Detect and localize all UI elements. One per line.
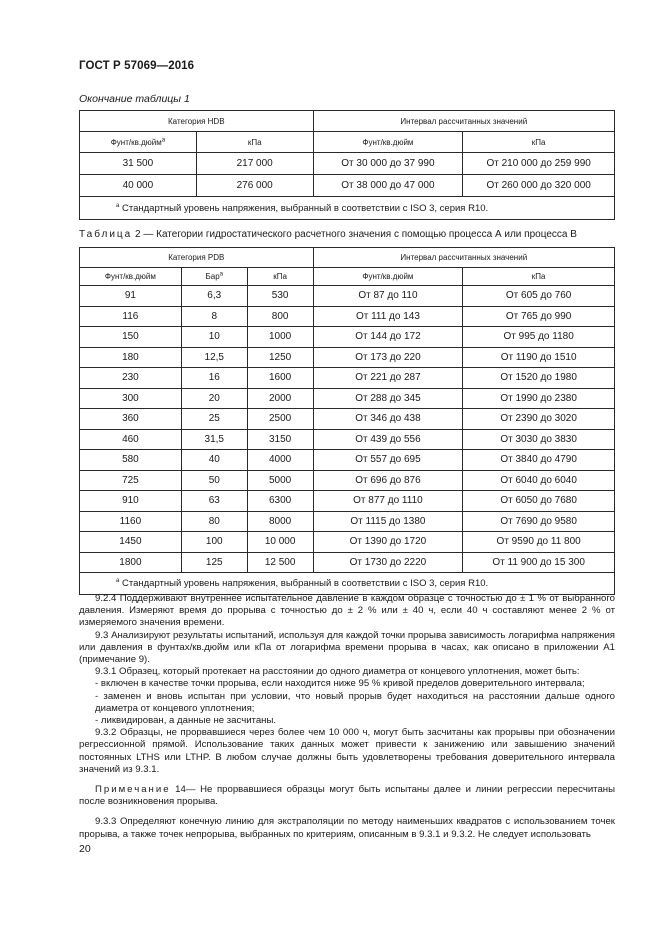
list-item: - ликвидирован, а данные не засчитаны. (95, 715, 277, 727)
table-cell: 580 (80, 450, 182, 471)
table-cell: 4000 (247, 450, 313, 471)
table-row (80, 286, 615, 307)
body-text (79, 593, 615, 841)
table-row (80, 347, 615, 368)
table-cell: От 995 до 1180 (463, 327, 615, 348)
table-cell: 2000 (247, 388, 313, 409)
table-row (80, 327, 615, 348)
table1-col-header (80, 132, 197, 153)
footnote-mark: а (116, 577, 120, 584)
table2-col-header: Фунт/кв.дюйм (313, 268, 463, 286)
table-cell: 3150 (247, 429, 313, 450)
table-cell: От 9590 до 11 800 (463, 532, 615, 553)
table2-col-header-label: Бар (205, 272, 220, 281)
table-cell: 8000 (247, 511, 313, 532)
table-cell: 2500 (247, 409, 313, 430)
table-cell: 230 (80, 368, 182, 389)
table-cell: От 765 до 990 (463, 306, 615, 327)
table-cell: 1000 (247, 327, 313, 348)
table-row (80, 532, 615, 553)
table-cell: 50 (181, 470, 247, 491)
table-cell: От 557 до 695 (313, 450, 463, 471)
table-cell: От 221 до 287 (313, 368, 463, 389)
table-cell: От 38 000 до 47 000 (313, 175, 463, 197)
table1-col-header-label: Фунт/кв.дюйм (110, 137, 162, 147)
table1-group-header-interval: Интервал рассчитанных значений (313, 111, 614, 132)
table2-col-header: кПа (247, 268, 313, 286)
table-cell: От 210 000 до 259 990 (463, 153, 615, 175)
table-cell: 5000 (247, 470, 313, 491)
table-cell: 10 000 (247, 532, 313, 553)
note-label: Примечание (95, 784, 171, 796)
table2-group-header-interval: Интервал рассчитанных значений (313, 248, 614, 268)
table-cell: От 696 до 876 (313, 470, 463, 491)
table1-footnote (80, 197, 615, 220)
table-cell: От 30 000 до 37 990 (313, 153, 463, 175)
table-cell: 800 (247, 306, 313, 327)
table1-col-header: кПа (463, 132, 615, 153)
table-cell: От 111 до 143 (313, 306, 463, 327)
table-cell: От 3840 до 4790 (463, 450, 615, 471)
paragraph-9-3-2: 9.3.2 Образцы, не прорвавшиеся через более чем 10 000 ч, могут быть засчитаны как прорывы при обозначении регрессионной прямой. Использование таких данных может привести к занижению или завышению значений постоянных LTHS или LTHP. В любом случае должны быть удовлетворены требования доверительного интервала значений из 9.3.1. (79, 727, 615, 775)
table-cell: 1600 (247, 368, 313, 389)
table-cell: 100 (181, 532, 247, 553)
table-cell: От 288 до 345 (313, 388, 463, 409)
table-cell: 80 (181, 511, 247, 532)
table-cell: 460 (80, 429, 182, 450)
table1-footnote-ref: а (161, 136, 166, 143)
table-row (80, 552, 615, 573)
table1-col-header: Фунт/кв.дюйм (313, 132, 463, 153)
table-cell: 91 (80, 286, 182, 307)
table-row (80, 470, 615, 491)
table-cell: От 144 до 172 (313, 327, 463, 348)
page-number: 20 (79, 843, 91, 855)
paragraph-9-3: 9.3 Анализируют результаты испытаний, используя для каждой точки прорыва зависимость логарифма напряжения или давления в фунтах/кв.дюйм или кПа от логарифма времени прорыва в часах, как описано в приложении А1 (примечание 9). (79, 629, 615, 666)
table-cell: От 6040 до 6040 (463, 470, 615, 491)
table-cell: От 3030 до 3830 (463, 429, 615, 450)
table2-footnote-ref: а (219, 271, 223, 278)
table-cell: От 6050 до 7680 (463, 491, 615, 512)
table-cell: От 1115 до 1380 (313, 511, 463, 532)
table-cell: От 1390 до 1720 (313, 532, 463, 553)
table-cell: 360 (80, 409, 182, 430)
table-cell: 40 (181, 450, 247, 471)
table2-caption-num: 2 (135, 229, 141, 240)
table2-col-header (181, 268, 247, 286)
table-cell: 1450 (80, 532, 182, 553)
table-row (80, 429, 615, 450)
table1-caption: Окончание таблицы 1 (79, 93, 190, 105)
table2-caption-text: — Категории гидростатического расчетного значения с помощью процесса А или процесса В (143, 229, 577, 240)
table-cell: 150 (80, 327, 182, 348)
table-cell: 12 500 (247, 552, 313, 573)
table-cell: 276 000 (196, 175, 313, 197)
table-row (80, 450, 615, 471)
table-cell: 6,3 (181, 286, 247, 307)
list-item: - включен в качестве точки прорыва, если находится ниже 95 % кривой пределов доверительного интервала; (95, 678, 585, 690)
table-cell: 116 (80, 306, 182, 327)
document-header: ГОСТ Р 57069—2016 (79, 60, 195, 72)
table-cell: От 1990 до 2380 (463, 388, 615, 409)
table-cell: От 7690 до 9580 (463, 511, 615, 532)
note-num: 14 (175, 784, 186, 796)
table1-col-header: кПа (196, 132, 313, 153)
paragraph-9-3-1: 9.3.1 Образец, который протекает на расстоянии до одного диаметра от концевого уплотнения, может быть: (95, 666, 580, 678)
table-cell: 1160 (80, 511, 182, 532)
table-cell: 125 (181, 552, 247, 573)
paragraph-9-2-4: 9.2.4 Поддерживают внутреннее испытательное давление в каждом образце с точностью до ± 1 % от выбранного давления. Измеряют время до прорыва с точностью до ± 2 % или ± 40 ч, если 40 ч составляют менее 2 % от измеряемого значения времени. (79, 593, 615, 629)
table-cell: От 1520 до 1980 (463, 368, 615, 389)
table-row (80, 175, 615, 197)
table-cell: 910 (80, 491, 182, 512)
paragraph-9-3-3: 9.3.3 Определяют конечную линию для экстраполяции по методу наименьших квадратов с использованием точек прорыва, а также точек непрорыва, выбранных по критериям, описанным в 9.3.1 и 9.3.2. Не следует использовать (79, 816, 615, 840)
note-14 (79, 784, 615, 808)
table-cell: От 260 000 до 320 000 (463, 175, 615, 197)
footnote-text: Стандартный уровень напряжения, выбранный в соответствии с ISO 3, серия R10. (121, 578, 489, 589)
table-cell: От 2390 до 3020 (463, 409, 615, 430)
note-text: — Не прорвавшиеся образцы могут быть испытаны далее и линии регрессии пересчитаны после возникновения прорыва. (79, 784, 615, 808)
table-cell: 217 000 (196, 153, 313, 175)
table-cell: 6300 (247, 491, 313, 512)
table-cell: 180 (80, 347, 182, 368)
table2-caption-label: Таблица (79, 229, 133, 240)
table-cell: 31,5 (181, 429, 247, 450)
table-row (80, 491, 615, 512)
table1-group-header-hdb: Категория HDB (80, 111, 314, 132)
list-item: - заменен и вновь испытан при условии, что новый прорыв будет находиться на расстоянии дальше одного диаметра от концевого уплотнения; (95, 690, 615, 714)
table-row (80, 306, 615, 327)
footnote-text: Стандартный уровень напряжения, выбранный в соответствии с ISO 3, серия R10. (121, 202, 489, 214)
table-cell: 300 (80, 388, 182, 409)
table-cell: 25 (181, 409, 247, 430)
table-cell: От 439 до 556 (313, 429, 463, 450)
table-row (80, 409, 615, 430)
table-row (80, 368, 615, 389)
table-cell: 1250 (247, 347, 313, 368)
table-cell: 20 (181, 388, 247, 409)
table-cell: 31 500 (80, 153, 197, 175)
table-cell: От 1730 до 2220 (313, 552, 463, 573)
table-cell: 40 000 (80, 175, 197, 197)
table-cell: 63 (181, 491, 247, 512)
table2-footnote (80, 573, 615, 595)
table-cell: От 605 до 760 (463, 286, 615, 307)
table-row (80, 153, 615, 175)
table-cell: 16 (181, 368, 247, 389)
table-cell: 530 (247, 286, 313, 307)
table2-col-header: Фунт/кв.дюйм (80, 268, 182, 286)
table-cell: 10 (181, 327, 247, 348)
table-cell: 725 (80, 470, 182, 491)
table-cell: 8 (181, 306, 247, 327)
table-cell: От 173 до 220 (313, 347, 463, 368)
table-cell: От 1190 до 1510 (463, 347, 615, 368)
table-cell: От 877 до 1110 (313, 491, 463, 512)
table1 (79, 110, 615, 220)
table-cell: От 87 до 110 (313, 286, 463, 307)
footnote-mark: а (116, 202, 120, 209)
table-cell: От 11 900 до 15 300 (463, 552, 615, 573)
table2-group-header-pdb: Категория PDB (80, 248, 314, 268)
table-row (80, 388, 615, 409)
table-cell: 1800 (80, 552, 182, 573)
table-cell: 12,5 (181, 347, 247, 368)
table2-col-header: кПа (463, 268, 615, 286)
table-cell: От 346 до 438 (313, 409, 463, 430)
table2-caption (79, 229, 577, 240)
table2 (79, 247, 615, 595)
table-row (80, 511, 615, 532)
